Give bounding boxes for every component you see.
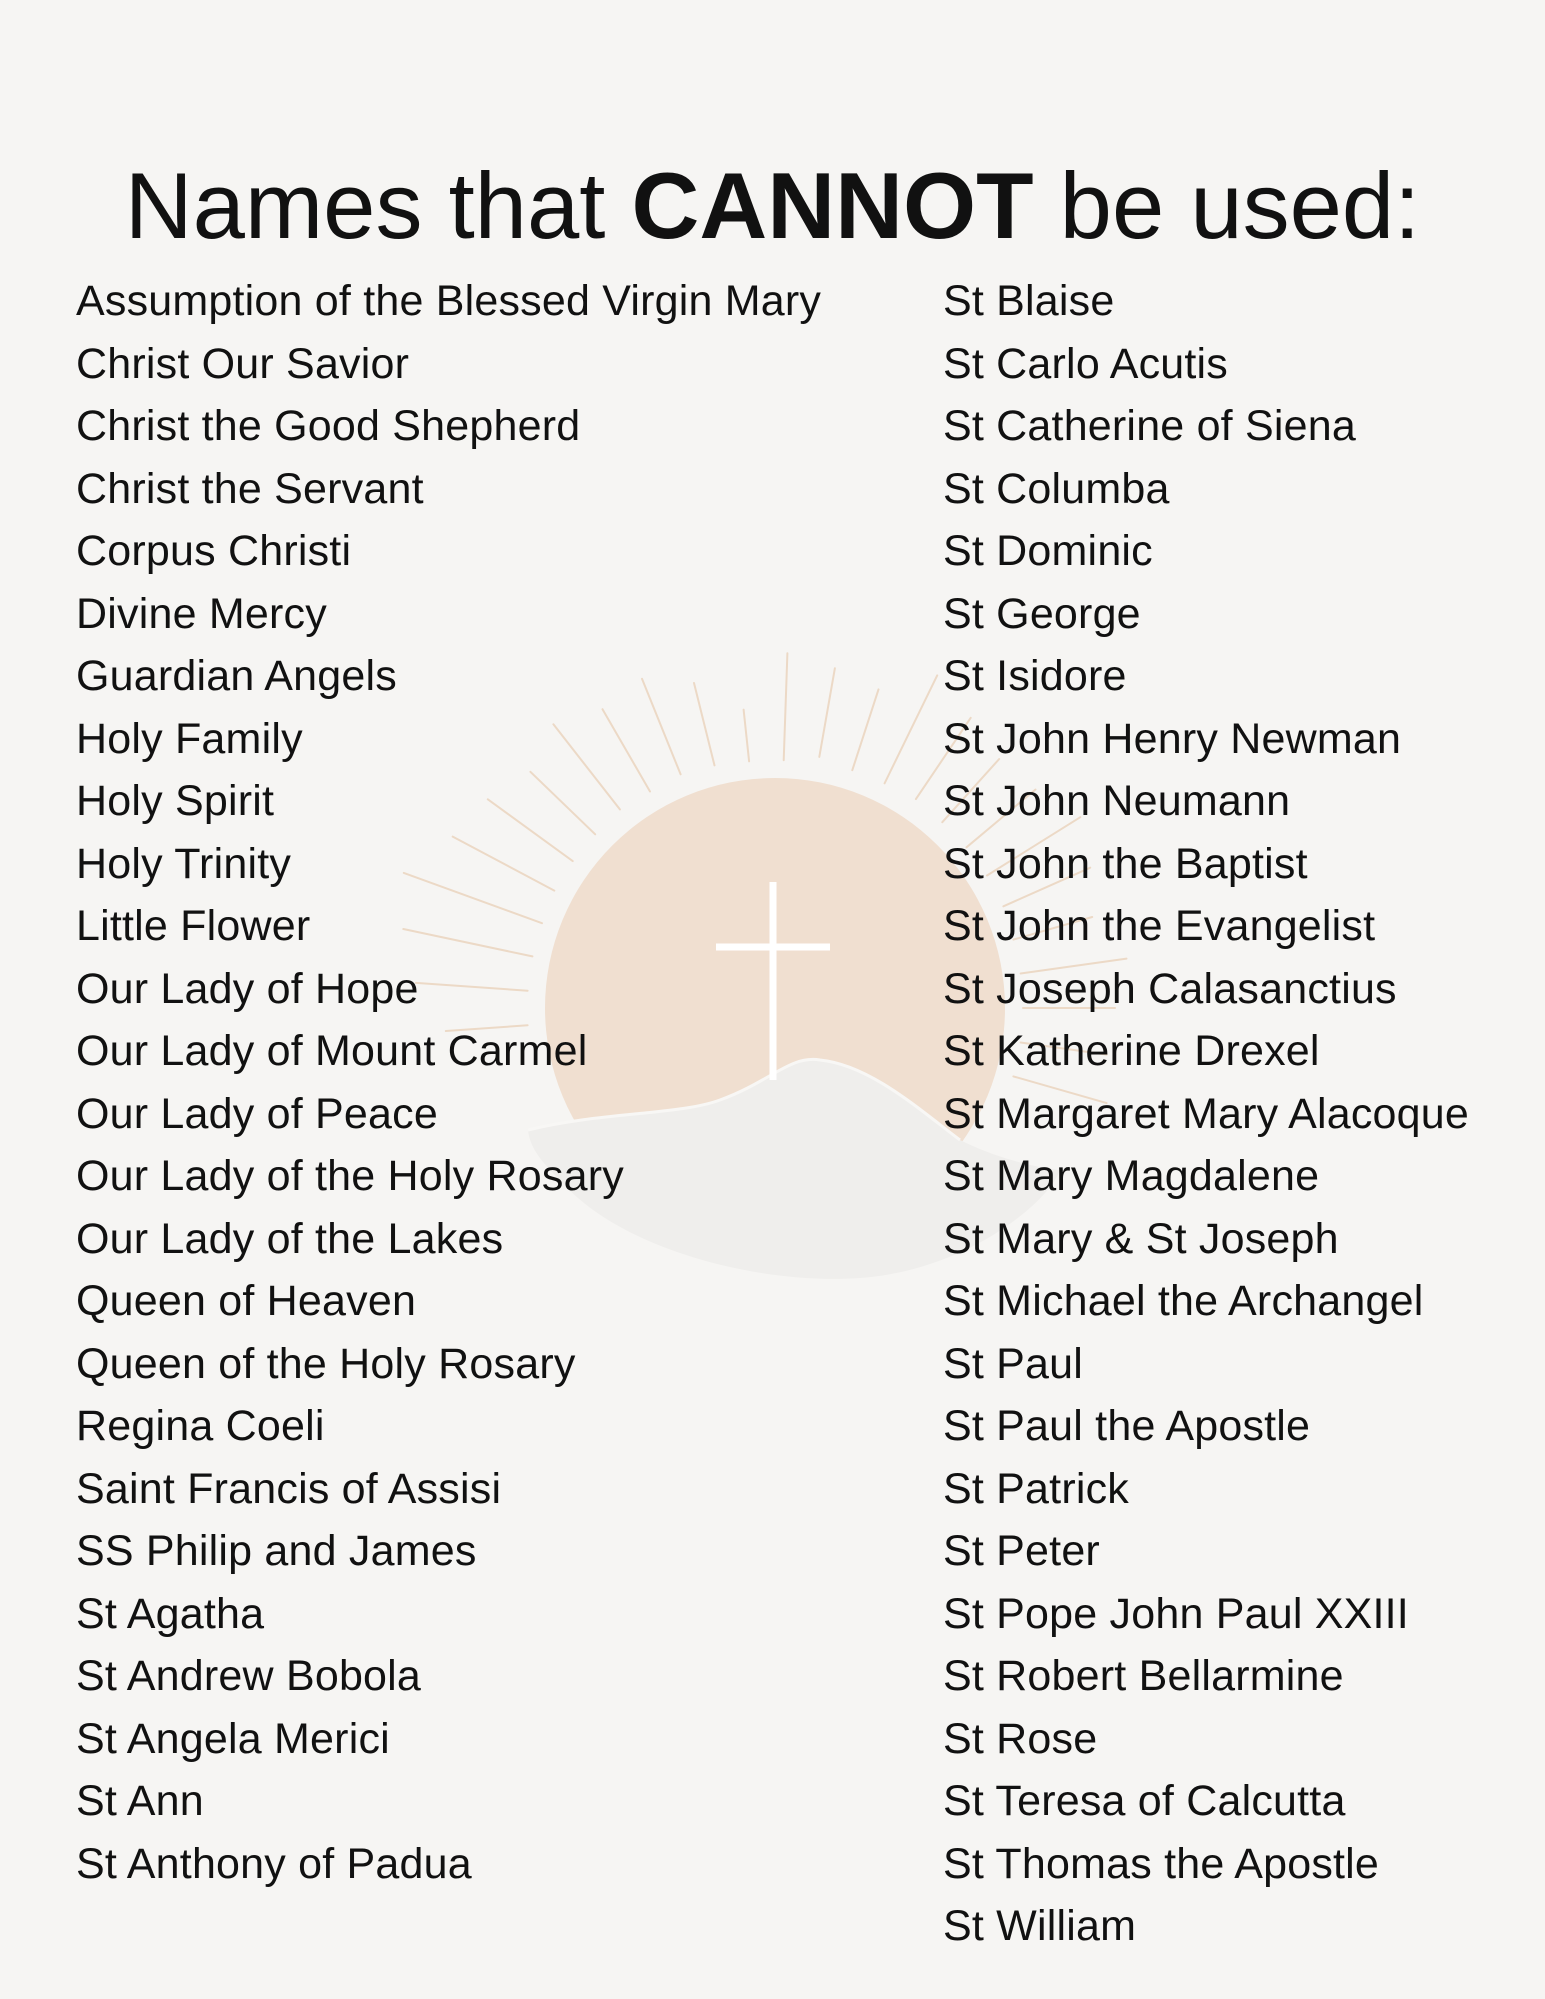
name-list-item: St Columba [943, 464, 1170, 513]
name-list-item: St Angela Merici [76, 1714, 390, 1763]
name-list-item: St Peter [943, 1527, 1100, 1575]
name-list-item: St Thomas the Apostle [943, 1839, 1380, 1888]
name-list-item: Saint Francis of Assisi [76, 1464, 502, 1513]
name-list-item: St Ann [76, 1777, 204, 1825]
name-list-item: St Pope John Paul XXIII [943, 1589, 1409, 1638]
name-list-item: St Catherine of Siena [943, 402, 1356, 450]
name-list-item: Regina Coeli [76, 1402, 325, 1450]
name-list-item: St Joseph Calasanctius [943, 964, 1397, 1013]
name-list-item: St Michael the Archangel [943, 1277, 1424, 1325]
name-list-item: St George [943, 589, 1141, 638]
title-emphasis: CANNOT [631, 152, 1034, 258]
name-list-item: St Margaret Mary Alacoque [943, 1089, 1470, 1138]
name-list-item: St Katherine Drexel [943, 1027, 1320, 1075]
name-list-item: St Teresa of Calcutta [943, 1777, 1346, 1825]
name-list-item: Holy Spirit [76, 777, 275, 825]
name-list-item: St John Henry Newman [943, 714, 1402, 763]
name-list-item: Holy Trinity [76, 839, 292, 888]
name-list-item: St Agatha [76, 1589, 265, 1638]
name-list-item: St John the Evangelist [943, 902, 1376, 950]
name-list-item: Christ the Good Shepherd [76, 402, 581, 450]
name-list-item: St Carlo Acutis [943, 339, 1228, 388]
name-list-item: St Rose [943, 1714, 1098, 1763]
name-list-item: Our Lady of Hope [76, 964, 419, 1013]
sun-ray [885, 675, 938, 783]
names-list-right [943, 270, 1469, 1958]
name-list-item: Queen of the Holy Rosary [76, 1339, 576, 1388]
name-list-item: Our Lady of Mount Carmel [76, 1027, 588, 1075]
name-list-item: Christ Our Savior [76, 339, 410, 388]
name-list-item: St Patrick [943, 1464, 1129, 1513]
name-list-item: Holy Family [76, 714, 303, 763]
name-list-item: Our Lady of the Lakes [76, 1214, 504, 1263]
name-list-item: St Isidore [943, 652, 1127, 700]
name-list-item: St John the Baptist [943, 839, 1308, 888]
sun-ray [852, 689, 878, 770]
name-list-item: Queen of Heaven [76, 1277, 417, 1325]
name-list-item: Divine Mercy [76, 589, 327, 638]
name-list-item: Corpus Christi [76, 527, 352, 575]
title-suffix: be used: [1033, 152, 1421, 258]
name-list-item: Our Lady of Peace [76, 1089, 438, 1138]
name-list-item: St Blaise [943, 277, 1115, 325]
name-list-item: St Dominic [943, 527, 1153, 575]
name-list-item: St Robert Bellarmine [943, 1652, 1344, 1700]
name-list-item: Assumption of the Blessed Virgin Mary [76, 277, 822, 325]
name-list-item: St Paul [943, 1339, 1084, 1388]
name-list-item: Little Flower [76, 902, 311, 950]
title-prefix: Names that [124, 152, 632, 258]
page-title [0, 151, 1545, 261]
name-list-item: St Paul the Apostle [943, 1402, 1311, 1450]
name-list-item: St William [943, 1902, 1137, 1950]
name-list-item: St Mary & St Joseph [943, 1214, 1339, 1263]
name-list-item: St Anthony of Padua [76, 1839, 472, 1888]
name-list-item: St John Neumann [943, 777, 1291, 825]
name-list-item: Christ the Servant [76, 464, 424, 513]
name-list-item: St Mary Magdalene [943, 1152, 1320, 1200]
name-list-item: St Andrew Bobola [76, 1652, 422, 1700]
name-list-item: SS Philip and James [76, 1527, 477, 1575]
name-list-item: Our Lady of the Holy Rosary [76, 1152, 624, 1200]
name-list-item: Guardian Angels [76, 652, 397, 700]
sun-ray [819, 668, 835, 757]
names-list-left [76, 270, 821, 1895]
